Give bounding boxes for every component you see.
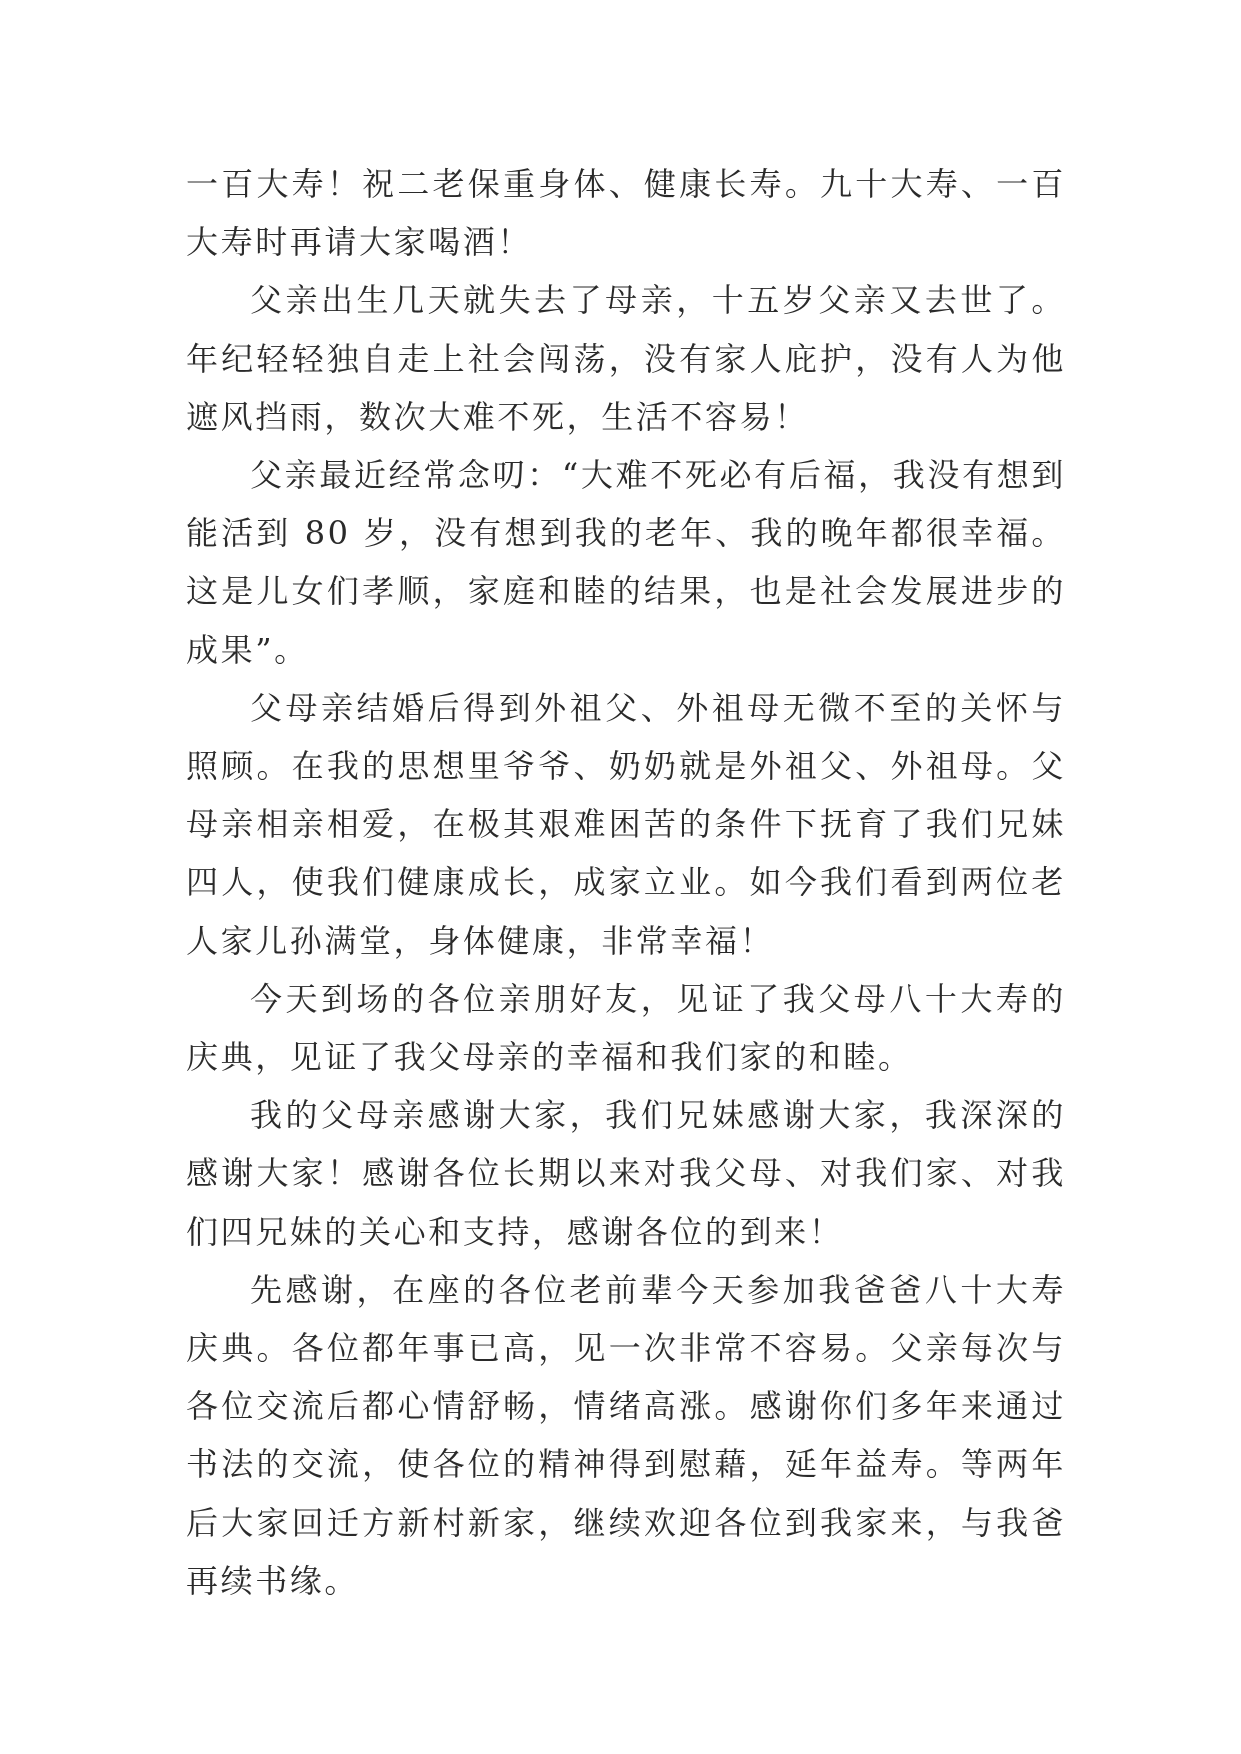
paragraph-3: 父亲最近经常念叨：“大难不死必有后福，我没有想到能活到 80 岁，没有想到我的老年、我的晚年都很幸福。这是儿女们孝顺，家庭和睦的结果，也是社会发展进步的成果”。 xyxy=(186,456,1066,669)
paragraph-1: 一百大寿！祝二老保重身体、健康长寿。九十大寿、一百大寿时再请大家喝酒！ xyxy=(186,165,1066,262)
paragraph-6: 我的父母亲感谢大家，我们兄妹感谢大家，我深深的感谢大家！感谢各位长期以来对我父母、对我们家、对我们四兄妹的关心和支持，感谢各位的到来！ xyxy=(186,1096,1066,1251)
paragraph-2: 父亲出生几天就失去了母亲，十五岁父亲又去世了。年纪轻轻独自走上社会闯荡，没有家人庇护，没有人为他遮风挡雨，数次大难不死，生活不容易！ xyxy=(186,281,1066,436)
paragraph-5: 今天到场的各位亲朋好友，见证了我父母八十大寿的庆典，见证了我父母亲的幸福和我们家的和睦。 xyxy=(186,979,1066,1077)
paragraph-4: 父母亲结婚后得到外祖父、外祖母无微不至的关怀与照顾。在我的思想里爷爷、奶奶就是外祖父、外祖母。父母亲相亲相爱，在极其艰难困苦的条件下抚育了我们兄妹四人，使我们健康成长，成家立业。如今我们看到两位老人家儿孙满堂，身体健康，非常幸福！ xyxy=(186,688,1066,960)
paragraph-7: 先感谢，在座的各位老前辈今天参加我爸爸八十大寿庆典。各位都年事已高，见一次非常不容易。父亲每次与各位交流后都心情舒畅，情绪高涨。感谢你们多年来通过书法的交流，使各位的精神得到慰藉，延年益寿。等两年后大家回迁方新村新家，继续欢迎各位到我家来，与我爸再续书缘。 xyxy=(186,1270,1066,1600)
document-body xyxy=(186,155,1066,1610)
